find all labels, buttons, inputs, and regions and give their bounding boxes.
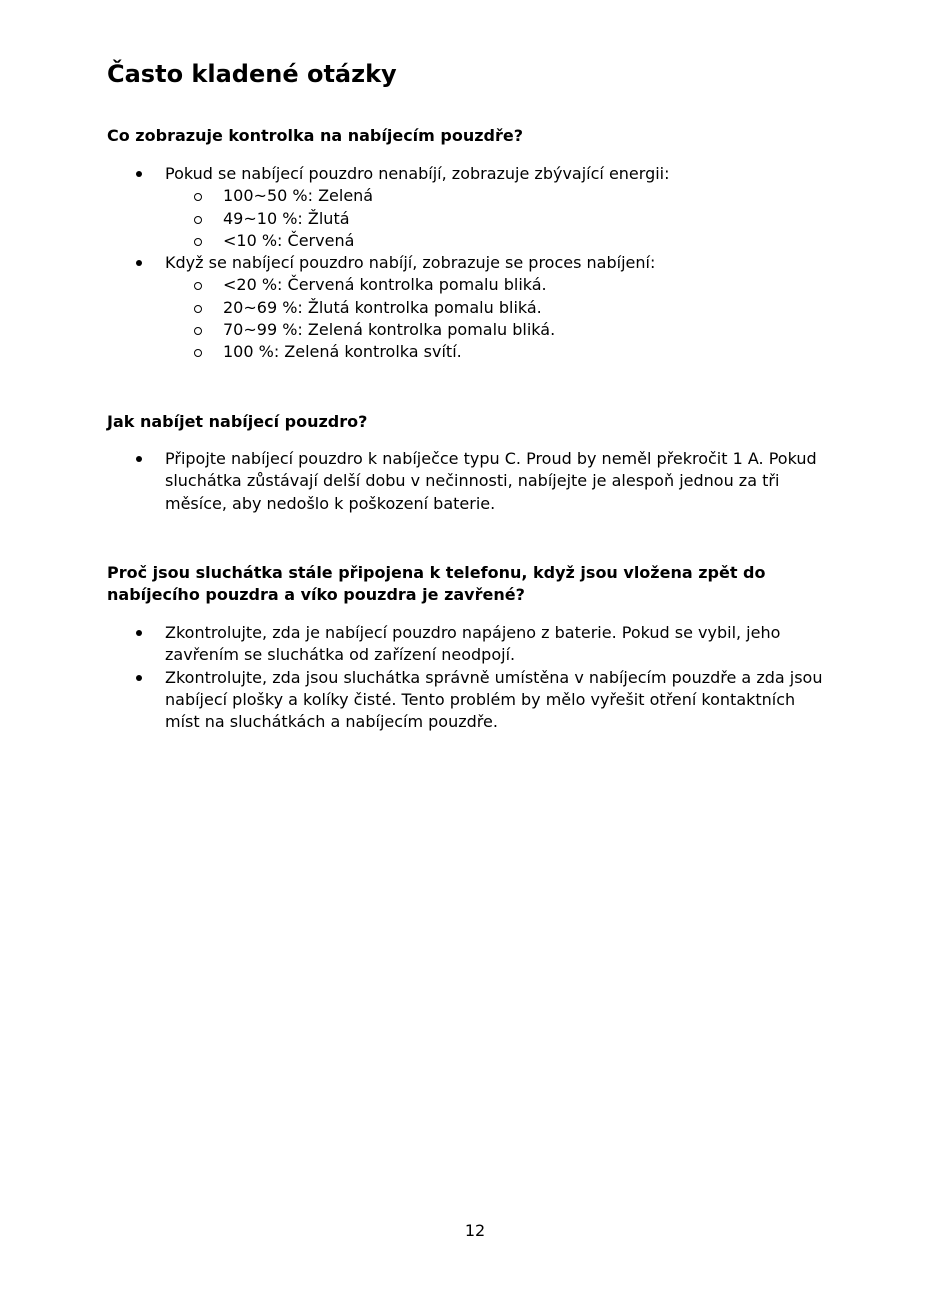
circle-bullet-icon bbox=[194, 327, 202, 335]
sub-list-item-text: 70~99 %: Zelená kontrolka pomalu bliká. bbox=[223, 320, 556, 340]
sub-list-item-text: 20~69 %: Žlutá kontrolka pomalu bliká. bbox=[223, 297, 542, 317]
sub-list-item-text: 100 %: Zelená kontrolka svítí. bbox=[223, 342, 462, 362]
page-title: Často kladené otázky bbox=[107, 60, 397, 88]
sub-list-item bbox=[165, 230, 827, 252]
page-number: 12 bbox=[464, 1221, 486, 1240]
sub-list-item bbox=[165, 274, 827, 296]
faq-answer-list bbox=[107, 622, 827, 733]
list-item-text: Zkontrolujte, zda jsou sluchátka správně umístěna v nabíjecím pouzdře a zda jsou nabíjecí plošky a kolíky čisté. Tento problém by mělo vyřešit otření kontaktních míst na sluchátkách a nabíjecím pouzdře. bbox=[165, 667, 823, 732]
circle-bullet-icon bbox=[194, 238, 202, 246]
circle-bullet-icon bbox=[194, 216, 202, 224]
list-item bbox=[107, 448, 827, 515]
sub-list-item-text: 49~10 %: Žlutá bbox=[223, 208, 350, 228]
faq-question-charging-indicator: Co zobrazuje kontrolka na nabíjecím pouzdře? bbox=[107, 126, 524, 145]
sub-list-item bbox=[165, 297, 827, 319]
faq-answer-list bbox=[107, 163, 827, 364]
sub-list-item bbox=[165, 319, 827, 341]
list-item bbox=[107, 163, 827, 252]
list-item-text: Zkontrolujte, zda je nabíjecí pouzdro napájeno z baterie. Pokud se vybil, jeho zavřením se sluchátka od zařízení neodpojí. bbox=[165, 623, 781, 665]
sub-list-item bbox=[165, 208, 827, 230]
list-item bbox=[107, 667, 827, 734]
circle-bullet-icon bbox=[194, 349, 202, 357]
circle-bullet-icon bbox=[194, 305, 202, 313]
list-item-text: Pokud se nabíjecí pouzdro nenabíjí, zobrazuje zbývající energii: bbox=[165, 164, 670, 183]
sub-list-item-text: <10 %: Červená bbox=[223, 230, 355, 250]
list-item bbox=[107, 252, 827, 363]
faq-question-still-connected: Proč jsou sluchátka stále připojena k telefonu, když jsou vložena zpět do nabíjecího pouzdra a víko pouzdra je zavřené? bbox=[107, 563, 766, 604]
sub-list-item-text: 100~50 %: Zelená bbox=[223, 186, 374, 206]
faq-question-how-to-charge: Jak nabíjet nabíjecí pouzdro? bbox=[107, 412, 368, 431]
faq-answer-list bbox=[107, 448, 827, 515]
circle-bullet-icon bbox=[194, 193, 202, 201]
sub-list-item bbox=[165, 341, 827, 363]
list-item-text: Připojte nabíjecí pouzdro k nabíječce typu C. Proud by neměl překročit 1 A. Pokud sluchátka zůstávají delší dobu v nečinnosti, nabíjejte je alespoň jednou za tři měsíce, aby nedošlo k poškození baterie. bbox=[165, 449, 817, 513]
sub-list bbox=[165, 274, 827, 363]
sub-list-item bbox=[165, 185, 827, 207]
list-item-text: Když se nabíjecí pouzdro nabíjí, zobrazuje se proces nabíjení: bbox=[165, 253, 656, 273]
circle-bullet-icon bbox=[194, 282, 202, 290]
sub-list bbox=[165, 185, 827, 252]
list-item bbox=[107, 622, 827, 667]
sub-list-item-text: <20 %: Červená kontrolka pomalu bliká. bbox=[223, 275, 547, 295]
